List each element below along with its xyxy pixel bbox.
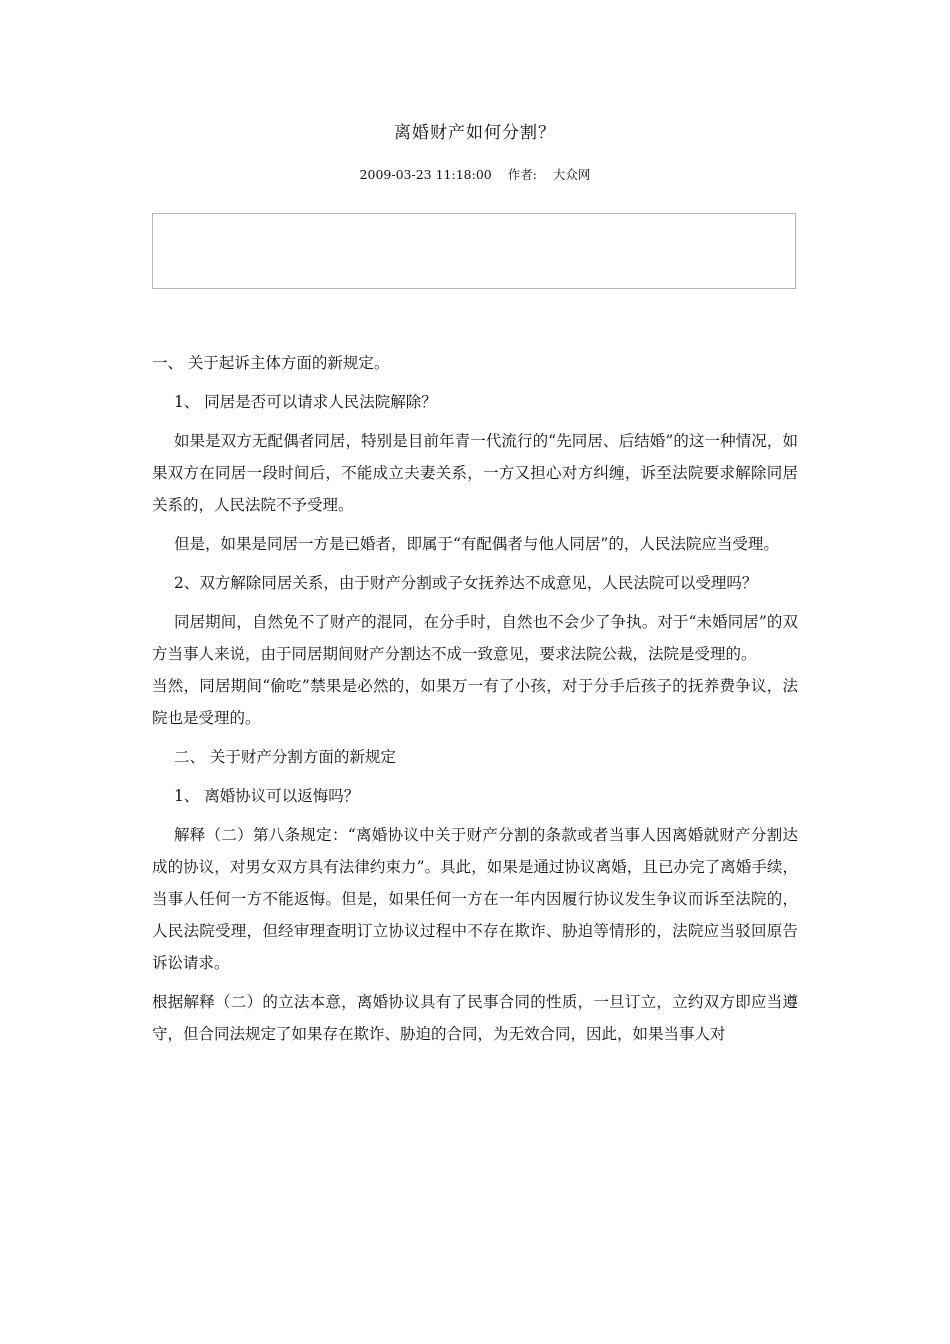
question-heading: 1、 离婚协议可以返悔吗？ (174, 787, 360, 805)
question-heading: 1、 同居是否可以请求人民法院解除？ (174, 393, 437, 411)
paragraph: 解释（二）第八条规定：“离婚协议中关于财产分割的条款或者当事人因离婚就财产分割达成的协议，对男女双方具有法律约束力”。具此，如果是通过协议离婚，且已办完了离婚手续，当事人任何一方不能返悔。但是，如果任何一方在一年内因履行协议发生争议而诉至法院的，人民法院受理，但经审理查明订立协议过程中不存在欺诈、胁迫等情形的，法院应当驳回原告诉讼请求。 (152, 826, 798, 972)
document-title: 离婚财产如何分割？ (394, 123, 556, 143)
publish-date: 2009-03-23 11:18:00 (359, 167, 492, 182)
empty-content-box (152, 213, 796, 289)
article-body (152, 347, 798, 1057)
section-heading: 二、 关于财产分割方面的新规定 (174, 748, 396, 766)
document-meta (0, 165, 950, 183)
question-heading: 2、双方解除同居关系，由于财产分割或子女抚养达不成意见，人民法院可以受理吗？ (174, 574, 758, 592)
paragraph: 如果是双方无配偶者同居，特别是目前年青一代流行的“先同居、后结婚”的这一种情况，如果双方在同居一段时间后，不能成立夫妻关系，一方又担心对方纠缠，诉至法院要求解除同居关系的，人民法院不予受理。 (152, 432, 798, 514)
author-name: 大众网 (552, 167, 591, 182)
author-label: 作者: (507, 167, 537, 182)
paragraph: 根据解释（二）的立法本意，离婚协议具有了民事合同的性质，一旦订立，立约双方即应当遵守，但合同法规定了如果存在欺诈、胁迫的合同，为无效合同，因此，如果当事人对 (152, 993, 798, 1043)
paragraph: 但是，如果是同居一方是已婚者，即属于“有配偶者与他人同居”的，人民法院应当受理。 (174, 535, 779, 553)
section-heading: 一、 关于起诉主体方面的新规定。 (152, 354, 390, 372)
paragraph: 当然，同居期间“偷吃”禁果是必然的，如果万一有了小孩，对于分手后孩子的抚养费争议，法院也是受理的。 (152, 677, 798, 727)
paragraph: 同居期间，自然免不了财产的混同，在分手时，自然也不会少了争执。对于“未婚同居”的双方当事人来说，由于同居期间财产分割达不成一致意见，要求法院公裁，法院是受理的。 (152, 613, 798, 663)
